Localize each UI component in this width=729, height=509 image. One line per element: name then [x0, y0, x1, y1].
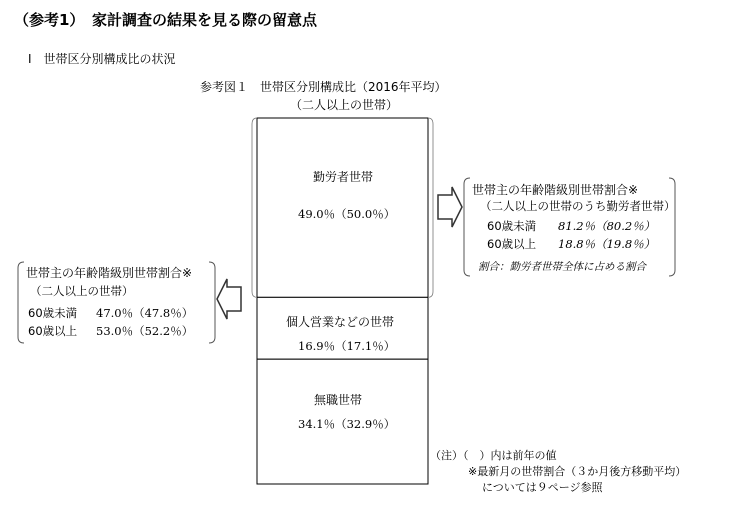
- left-box-row-value-under60: 47.0％（47.8％）: [96, 306, 194, 320]
- segment-bracket-right: [428, 118, 433, 297]
- segment-bracket-left: [252, 118, 257, 297]
- segment-label-no-occupation: 無職世帯: [314, 393, 363, 407]
- right-box-title: 世帯主の年齢階級別世帯割合※: [472, 183, 639, 197]
- figure-title: 参考図１ 世帯区分別構成比（2016年平均）: [200, 80, 447, 94]
- right-box-row-value-under60: 81.2％（80.2％）: [558, 219, 656, 233]
- left-box-title: 世帯主の年齢階級別世帯割合※: [26, 266, 193, 280]
- arrow-right-icon: [438, 187, 462, 227]
- figure-subtitle: （二人以上の世帯）: [290, 98, 399, 112]
- section-heading: Ⅰ 世帯区分別構成比の状況: [28, 52, 176, 66]
- arrow-left-icon: [217, 279, 241, 319]
- right-box-row-label-under60: 60歳未満: [487, 219, 537, 233]
- note-line-1: （注）（ ）内は前年の値: [430, 449, 557, 462]
- segment-label-self-employed: 個人営業などの世帯: [286, 315, 395, 329]
- left-box-row-label-over60: 60歳以上: [28, 324, 78, 338]
- right-box-row-value-over60: 18.8％（19.8％）: [558, 237, 656, 251]
- right-box-footnote: 割合：勤労者世帯全体に占める割合: [478, 261, 646, 273]
- right-box-row-label-over60: 60歳以上: [487, 237, 537, 251]
- note-line-2: ※最新月の世帯割合（３か月後方移動平均）: [468, 465, 687, 478]
- page-title: （参考1） 家計調査の結果を見る際の留意点: [14, 11, 317, 29]
- segment-value-employee: 49.0％（50.0％）: [298, 207, 396, 221]
- left-box-subtitle: （二人以上の世帯）: [30, 284, 134, 298]
- right-box-subtitle: （二人以上の世帯のうち勤労者世帯）: [480, 199, 676, 213]
- left-box-row-label-under60: 60歳未満: [28, 306, 78, 320]
- note-line-3: については９ページ参照: [482, 481, 603, 494]
- segment-value-no-occupation: 34.1％（32.9％）: [298, 417, 396, 431]
- segment-value-self-employed: 16.9％（17.1％）: [298, 339, 396, 353]
- left-box-row-value-over60: 53.0％（52.2％）: [96, 324, 194, 338]
- segment-label-employee: 勤労者世帯: [313, 170, 374, 184]
